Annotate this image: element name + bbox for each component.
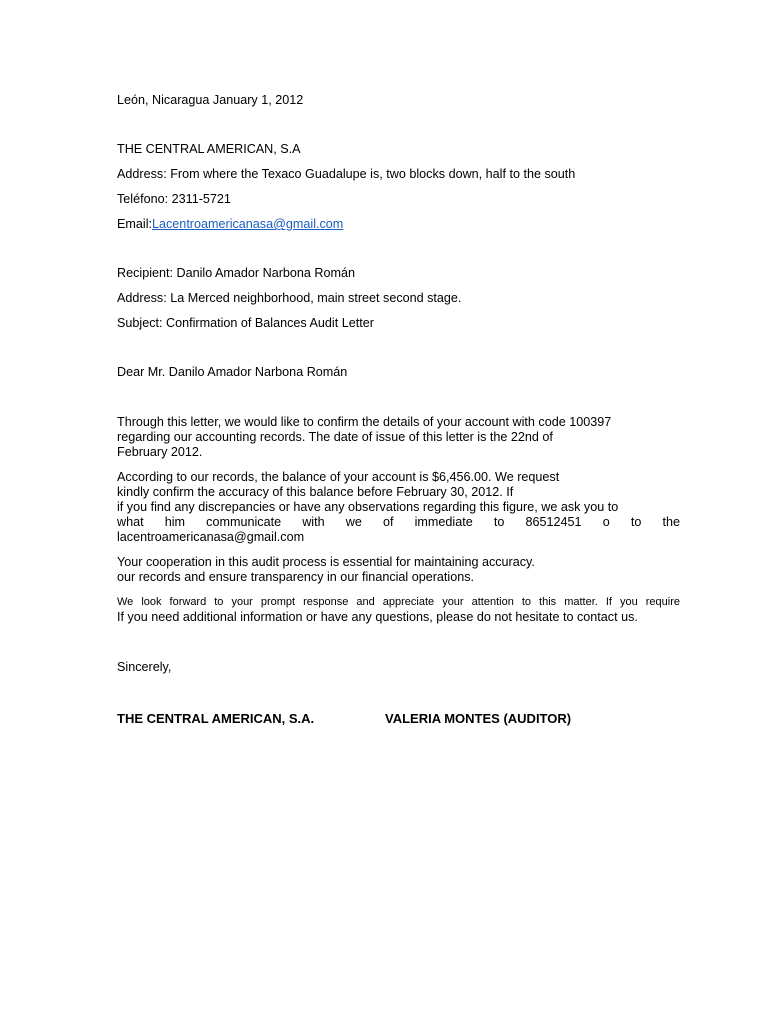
paragraph-1-line: February 2012. <box>117 445 203 459</box>
paragraph-2-email: lacentroamericanasa@gmail.com <box>117 530 305 544</box>
signature-auditor: VALERIA MONTES (AUDITOR) <box>385 711 572 726</box>
paragraph-4-line: If you need additional information or have any questions, please do not hesitate to contact us. <box>117 610 638 624</box>
company-address: Address: From where the Texaco Guadalupe is, two blocks down, half to the south <box>117 167 576 181</box>
company-email-line <box>117 217 343 232</box>
signature-company: THE CENTRAL AMERICAN, S.A. <box>117 711 315 726</box>
paragraph-3-line: Your cooperation in this audit process is essential for maintaining accuracy. <box>117 555 535 569</box>
paragraph-2-line: According to our records, the balance of your account is $6,456.00. We request <box>117 470 560 484</box>
recipient: Recipient: Danilo Amador Narbona Román <box>117 266 356 280</box>
email-link[interactable]: Lacentroamericanasa@gmail.com <box>152 217 344 231</box>
paragraph-4-line: We look forward to your prompt response and appreciate your attention to this matter. If you require <box>117 596 680 608</box>
paragraph-2-line: if you find any discrepancies or have any observations regarding this figure, we ask you to <box>117 500 619 514</box>
closing: Sincerely, <box>117 660 172 674</box>
company-name: THE CENTRAL AMERICAN, S.A <box>117 142 301 156</box>
recipient-address: Address: La Merced neighborhood, main street second stage. <box>117 291 462 305</box>
company-phone: Teléfono: 2311-5721 <box>117 192 231 206</box>
subject-line: Subject: Confirmation of Balances Audit Letter <box>117 316 374 330</box>
paragraph-1-line: regarding our accounting records. The date of issue of this letter is the 22nd of <box>117 430 553 444</box>
paragraph-2-line: kindly confirm the accuracy of this balance before February 30, 2012. If <box>117 485 514 499</box>
paragraph-2-line: what him communicate with we of immediate to 86512451 o to the <box>117 515 680 529</box>
paragraph-3-line: our records and ensure transparency in our financial operations. <box>117 570 475 584</box>
salutation: Dear Mr. Danilo Amador Narbona Román <box>117 365 348 379</box>
paragraph-1-line: Through this letter, we would like to confirm the details of your account with code 100397 <box>117 415 612 429</box>
date-line: León, Nicaragua January 1, 2012 <box>117 93 304 107</box>
email-label: Email: <box>117 217 152 231</box>
